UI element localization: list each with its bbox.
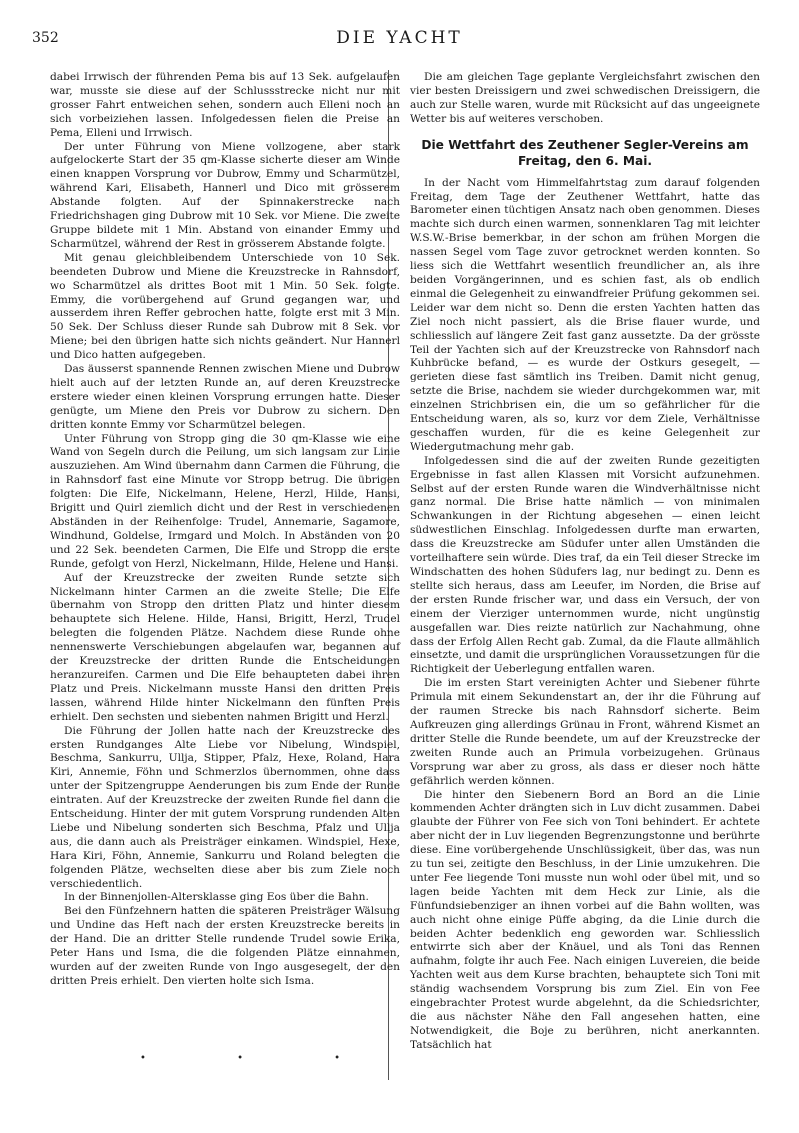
running-title: DIE YACHT [336, 28, 463, 48]
print-specks: • • • [140, 1053, 385, 1064]
paragraph: Infolgedessen sind die auf der zweiten Runde gezeitigten Ergebnisse in fast allen Klassen mit Vorsicht aufzunehmen. Selbst auf der ersten Runde waren die Windverhältnisse nicht ganz normal. Die Brise hatte nämlich — von minimalen Schwankungen in der Richtung abgesehen — einen leicht südwestlichen Einschlag. Infolgedessen durfte man erwarten, dass die Kreuzstrecke am Südufer unter allen Umständen die vorteilhaftere sein würde. Dies traf, da ein Teil dieser Strecke im Windschatten des hohen Südufers lag, nur bedingt zu. Denn es stellte sich heraus, dass am Leeufer, im Norden, die Brise auf der ersten Runde frischer war, und dass ein Versuch, der von einem der Vierziger unternommen wurde, nicht ungünstig ausgefallen war. Dies reizte natürlich zur Nachahmung, ohne dass der Erfolg Allen Recht gab. Zumal, da die Flaute allmählich einsetzte, und damit die ursprünglichen Voraussetzungen für die Richtigkeit der Ueberlegung entfallen waren. [410, 454, 760, 676]
paragraph: Bei den Fünfzehnern hatten die späteren Preisträger Wälsung und Undine das Heft nach der ersten Kreuzstrecke bereits in der Hand. Die an dritter Stelle rundende Trudel sowie Erika, Peter Hans und Isma, die die folgenden Plätze einnahmen, wurden auf der zweiten Runde von Ingo ausgesegelt, der den dritten Preis erhielt. Den vierten holte sich Isma. [50, 905, 400, 987]
paragraph: Der unter Führung von Miene vollzogene, aber stark aufgelockerte Start der 35 qm-Klasse sicherte dieser am Winde einen knappen Vorsprung vor Dubrow, Emmy und Scharmützel, während Kari, Elisabeth, Hannerl und Dico mit grösserem Abstande folgten. Auf der Spinnakerstrecke nach Friedrichshagen ging Dubrow mit 10 Sek. vor Miene. Die zweite Gruppe bildete mit 1 Min. Abstand von einander Emmy und Scharmützel, während der Rest in grösserem Abstande folgte. [50, 140, 400, 250]
paragraph: Das äusserst spannende Rennen zwischen Miene und Dubrow hielt auch auf der letzten Runde an, auf deren Kreuzstrecke erstere wieder einen kleinen Vorsprung errungen hatte. Dieser genügte, um Miene den Preis vor Dubrow zu sichern. Den dritten konnte Emmy vor Scharmützel belegen. [50, 363, 400, 431]
paragraph: Die am gleichen Tage geplante Vergleichsfahrt zwischen den vier besten Dreissigern und zwei schwedischen Dreissigern, die auch zur Stelle waren, wurde mit Rücksicht auf das ungeeignete Wetter bis auf weiteres verschoben. [410, 71, 760, 125]
paragraph: Die Führung der Jollen hatte nach der Kreuzstrecke des ersten Rundganges Alte Liebe vor Nibelung, Windspiel, Beschma, Sankurru, Ullja, Stipper, Pfalz, Hexe, Roland, Hara Kiri, Annemie, Föhn und Schmerzlos übernommen, ohne dass unter der Spitzengruppe Aenderungen bis zum Ende der Runde eintraten. Auf der Kreuzstrecke der zweiten Runde fiel dann die Entscheidung. Hinter der mit gutem Vorsprung rundenden Alten Liebe und Nibelung sonderten sich Beschma, Pfalz und Ullja aus, die dann auch als Preisträger einkamen. Windspiel, Hexe, Hara Kiri, Föhn, Annemie, Sankurru und Roland belegten die folgenden Plätze, wechselten diese aber bis zum Ziele noch verschiedentlich. [50, 724, 400, 890]
paragraph: In der Nacht vom Himmelfahrtstag zum darauf folgenden Freitag, dem Tage der Zeuthener Wettfahrt, hatte das Barometer einen tüchtigen Ansatz nach oben genommen. Dieses machte sich durch einen warmen, sonnenklaren Tag mit leichter W.S.W.-Brise bemerkbar, in der schon am frühen Morgen die nassen Segel vom Tage zuvor getrocknet werden konnten. So liess sich die Wettfahrt wesentlich freundlicher an, als ihre beiden Vorgängerinnen, und es schien fast, als ob endlich einmal die Gelegenheit zu einwandfreier Prüfung gekommen sei. Leider war dem nicht so. Denn die ersten Yachten hatten das Ziel noch nicht passiert, als die Brise flauer wurde, und schliesslich auf längere Zeit fast ganz aussetzte. Da der grösste Teil der Yachten sich auf der Kreuzstrecke von Rahnsdorf nach Kuhbrücke befand, — es wurde der Ostkurs gesegelt, — gerieten diese fast sämtlich ins Treiben. Damit nicht genug, setzte die Brise, nachdem sie wieder durchgekommen war, mit einzelnen Strichbrisen ein, die um so gefährlicher für die Entscheidung waren, als so, kurz vor dem Ziele, Verhältnisse geschaffen wurden, für die es keine Gelegenheit zur Wiedergutmachung mehr gab. [410, 176, 760, 453]
paragraph: Unter Führung von Stropp ging die 30 qm-Klasse wie eine Wand von Segeln durch die Peilung, um sich langsam zur Linie auszuziehen. Am Wind übernahm dann Carmen die Führung, die in Rahnsdorf fast eine Minute vor Stropp betrug. Die übrigen folgten: Die Elfe, Nickelmann, Helene, Herzl, Hilde, Hansi, Brigitt und Quirl ziemlich dicht und der Rest in verschiedenen Abständen in der Reihenfolge: Trudel, Annemarie, Sagamore, Windhund, Goldelse, Irmgard und Molch. In Abständen von 20 und 22 Sek. beendeten Carmen, Die Elfe und Stropp die erste Runde, gefolgt von Herzl, Nickelmann, Hilde, Helene und Hansi. [50, 432, 400, 570]
page-number: 352 [32, 30, 59, 46]
left-column [50, 71, 400, 989]
page-header [0, 30, 799, 50]
paragraph: Auf der Kreuzstrecke der zweiten Runde setzte sich Nickelmann hinter Carmen an die zweite Stelle; Die Elfe übernahm von Stropp den dritten Platz und hinter diesem behauptete sich Helene. Hilde, Hansi, Brigitt, Herzl, Trudel belegten die folgenden Plätze. Nachdem diese Runde ohne nennenswerte Verschiebungen abgelaufen war, begannen auf der Kreuzstrecke der dritten Runde die Entscheidungen heranzureifen. Carmen und Die Elfe behaupteten dabei ihren Platz und Preis. Nickelmann musste Hansi den dritten Preis lassen, während Hilde hinter Nickelmann den fünften Preis erhielt. Den sechsten und siebenten nahmen Brigitt und Herzl. [50, 571, 400, 723]
paragraph: Mit genau gleichbleibendem Unterschiede von 10 Sek. beendeten Dubrow und Miene die Kreuzstrecke in Rahnsdorf, wo Scharmützel als drittes Boot mit 1 Min. 50 Sek. folgte. Emmy, die vorübergehend auf Grund gegangen war, und ausserdem ihren Reffer gebrochen hatte, folgte erst mit 3 Min. 50 Sek. Der Schluss dieser Runde sah Dubrow mit 8 Sek. vor Miene; bei den übrigen hatte sich nichts geändert. Nur Hannerl und Dico hatten aufgegeben. [50, 251, 400, 362]
section-heading: Die Wettfahrt des Zeuthener Segler-Vereins am Freitag, den 6. Mai. [421, 137, 749, 168]
paragraph: In der Binnenjollen-Altersklasse ging Eos über die Bahn. [64, 891, 369, 904]
right-column [410, 71, 760, 1053]
paragraph: Die im ersten Start vereinigten Achter und Siebener führte Primula mit einem Sekundenstart an, der ihr die Führung auf der raumen Strecke bis nach Rahnsdorf sicherte. Beim Aufkreuzen ging allerdings Grünau in Front, während Kismet an dritter Stelle die Runde beendete, um auf der Kreuzstrecke der zweiten Runde auch an Primula vorbeizugehen. Grünaus Vorsprung war aber zu gross, als dass er dieser noch hätte gefährlich werden können. [410, 677, 760, 787]
paragraph: dabei Irrwisch der führenden Pema bis auf 13 Sek. aufgelaufen war, musste sie diese auf der Schlussstrecke nicht nur mit grosser Fahrt entweichen sehen, sondern auch Elleni noch an sich vorbeiziehen lassen. Infolgedessen fielen die Preise an Pema, Elleni und Irrwisch. [50, 71, 400, 139]
paragraph: Die hinter den Siebenern Bord an Bord an die Linie kommenden Achter drängten sich in Luv dicht zusammen. Dabei glaubte der Führer von Fee sich von Toni behindert. Er achtete aber nicht der in Luv liegenden Begrenzungstonne und berührte diese. Eine vorübergehende Unschlüssigkeit, über das, was nun zu tun sei, zeitigte den Beschluss, in der Linie umzukehren. Die unter Fee liegende Toni musste nun wohl oder übel mit, und so lagen beide Yachten mit dem Heck zur Linie, als die Fünfundsiebenziger an ihnen vorbei auf die Bahn wollten, was auch nicht ohne einige Püffe abging, da die Linie durch die beiden Achter bedenklich eng geworden war. Schliesslich entwirrte sich aber der Knäuel, und als Toni das Rennen aufnahm, folgte ihr auch Fee. Nach einigen Luvereien, die beide Yachten weit aus dem Kurse brachten, behauptete sich Toni mit ständig wachsendem Vorsprung bis zum Ziel. Ein von Fee eingebrachter Protest wurde abgelehnt, da die Schiedsrichter, die aus nächster Nähe den Fall angesehen hatten, eine Notwendigkeit, die Boje zu berühren, nicht anerkannten. Tatsächlich hat [410, 788, 760, 1051]
